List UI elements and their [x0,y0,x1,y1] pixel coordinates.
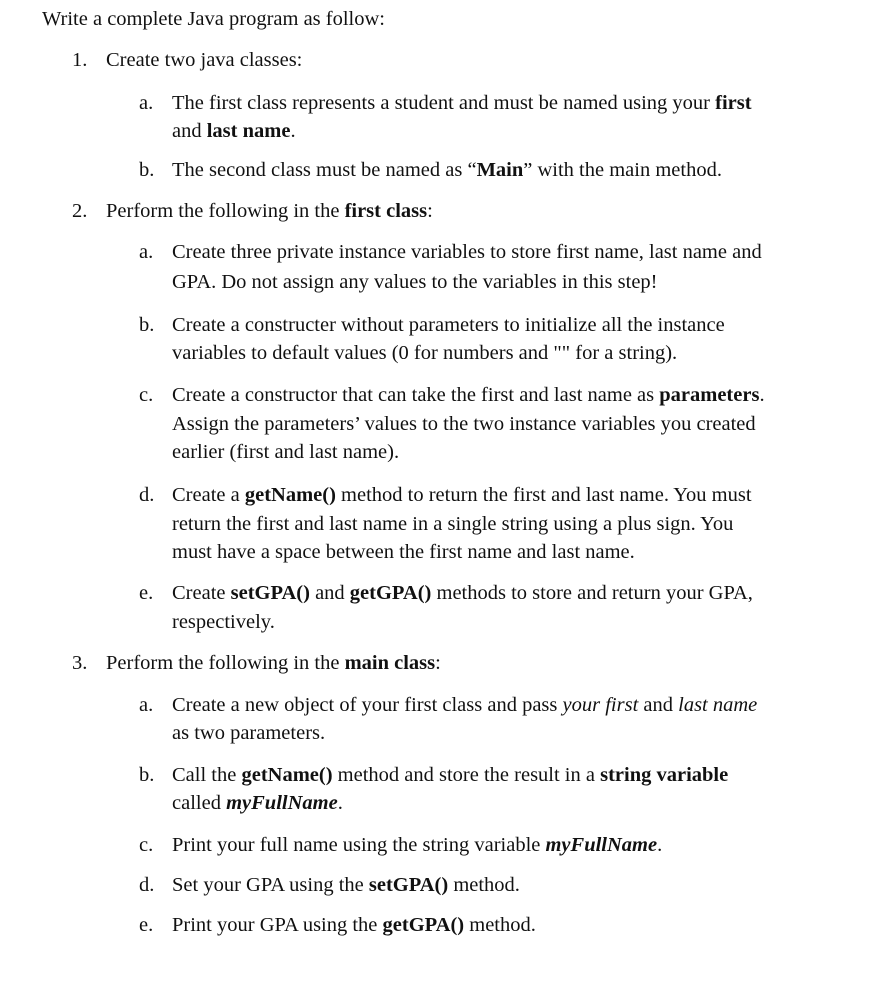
bold-text: parameters [659,384,760,406]
subitem-letter: d. [139,874,155,896]
subitem-text-line [172,442,399,463]
subitem-text-line [172,612,275,633]
subitem-text-line [172,315,725,336]
bold-text: getGPA() [349,582,432,604]
text-segment: Perform the following in the [106,200,345,222]
subitem-text-line [172,485,752,506]
subitem-text-line [172,793,343,814]
subitem-text-line [172,93,752,114]
bold-text: Main [476,159,524,181]
subitem-letter: a. [139,694,154,716]
item-number: 2. [72,200,88,222]
item-text [106,50,302,71]
subitem-letter: a. [139,241,154,263]
text-segment: The second class must be named as “ [172,159,477,181]
text-segment: method and store the result in a [332,764,601,786]
subitem-text-line [172,765,728,786]
bold-text: setGPA() [230,582,310,604]
subitem-letter: a. [139,92,154,114]
text-segment: earlier (first and last name). [172,441,400,463]
text-segment: Set your GPA using the [172,874,369,896]
text-segment: GPA. Do not assign any values to the variables in this step! [172,271,658,293]
text-segment: Create a [172,484,245,506]
bold-italic-text: myFullName [545,834,658,856]
bold-text: first [715,92,752,114]
text-segment: Create two java classes: [106,49,303,71]
subitem-letter: d. [139,484,155,506]
text-segment: . [657,834,663,856]
text-segment: Create [172,582,231,604]
bold-text: first class [344,200,428,222]
text-segment: Assign the parameters’ values to the two instance variables you created [172,413,756,435]
subitem-text-line [172,272,658,293]
bold-text: last name [206,120,291,142]
bold-text: main class [344,652,436,674]
text-segment: return the first and last name in a single string using a plus sign. You [172,513,734,535]
text-segment: method to return the first and last name. You must [335,484,752,506]
subitem-text-line [172,723,325,744]
subitem-letter: b. [139,159,155,181]
text-segment: method. [464,914,536,936]
subitem-text-line [172,695,757,716]
text-segment: . [337,792,343,814]
text-segment: method. [448,874,520,896]
text-segment: Perform the following in the [106,652,345,674]
item-text [106,653,441,674]
text-segment: Print your full name using the string variable [172,834,546,856]
item-number: 3. [72,652,88,674]
bold-text: getGPA() [382,914,465,936]
bold-text: getName() [244,484,336,506]
text-segment: methods to store and return your GPA, [431,582,753,604]
item-text [106,201,433,222]
text-segment: . [290,120,296,142]
text-segment: : [427,200,433,222]
subitem-letter: b. [139,764,155,786]
subitem-text-line [172,121,296,142]
text-segment: variables to default values (0 for numbers and "" for a string). [172,342,678,364]
bold-italic-text: myFullName [226,792,338,814]
bold-text: setGPA() [368,874,449,896]
text-segment: and [638,694,679,716]
bold-text: getName() [241,764,333,786]
subitem-text-line [172,414,756,435]
text-segment: Call the [172,764,242,786]
subitem-letter: e. [139,582,154,604]
subitem-text-line [172,835,662,856]
subitem-letter: c. [139,384,154,406]
text-segment: ” with the main method. [523,159,722,181]
text-segment: Create three private instance variables to store first name, last name and [172,241,762,263]
text-segment: and [172,120,207,142]
assignment-intro: Write a complete Java program as follow: [42,8,385,30]
subitem-letter: e. [139,914,154,936]
subitem-text-line [172,160,722,181]
subitem-text-line [172,542,635,563]
text-segment: . [759,384,765,406]
bold-text: string variable [600,764,729,786]
subitem-text-line [172,915,536,936]
text-segment: must have a space between the first name and last name. [172,541,635,563]
subitem-text-line [172,385,765,406]
subitem-text-line [172,242,762,263]
italic-text: your first [562,694,639,716]
subitem-text-line [172,875,520,896]
text-segment: respectively. [172,611,275,633]
text-segment: Create a constructor that can take the first and last name as [172,384,660,406]
text-segment: called [172,792,227,814]
subitem-letter: b. [139,314,155,336]
item-number: 1. [72,49,88,71]
text-segment: Print your GPA using the [172,914,383,936]
text-segment: Create a constructer without parameters to initialize all the instance [172,314,725,336]
subitem-letter: c. [139,834,154,856]
subitem-text-line [172,514,733,535]
text-segment: as two parameters. [172,722,326,744]
subitem-text-line [172,343,677,364]
text-segment: The first class represents a student and must be named using your [172,92,716,114]
text-segment: : [435,652,441,674]
subitem-text-line [172,583,753,604]
italic-text: last name [678,694,758,716]
text-segment: Create a new object of your first class and pass [172,694,563,716]
text-segment: and [309,582,350,604]
